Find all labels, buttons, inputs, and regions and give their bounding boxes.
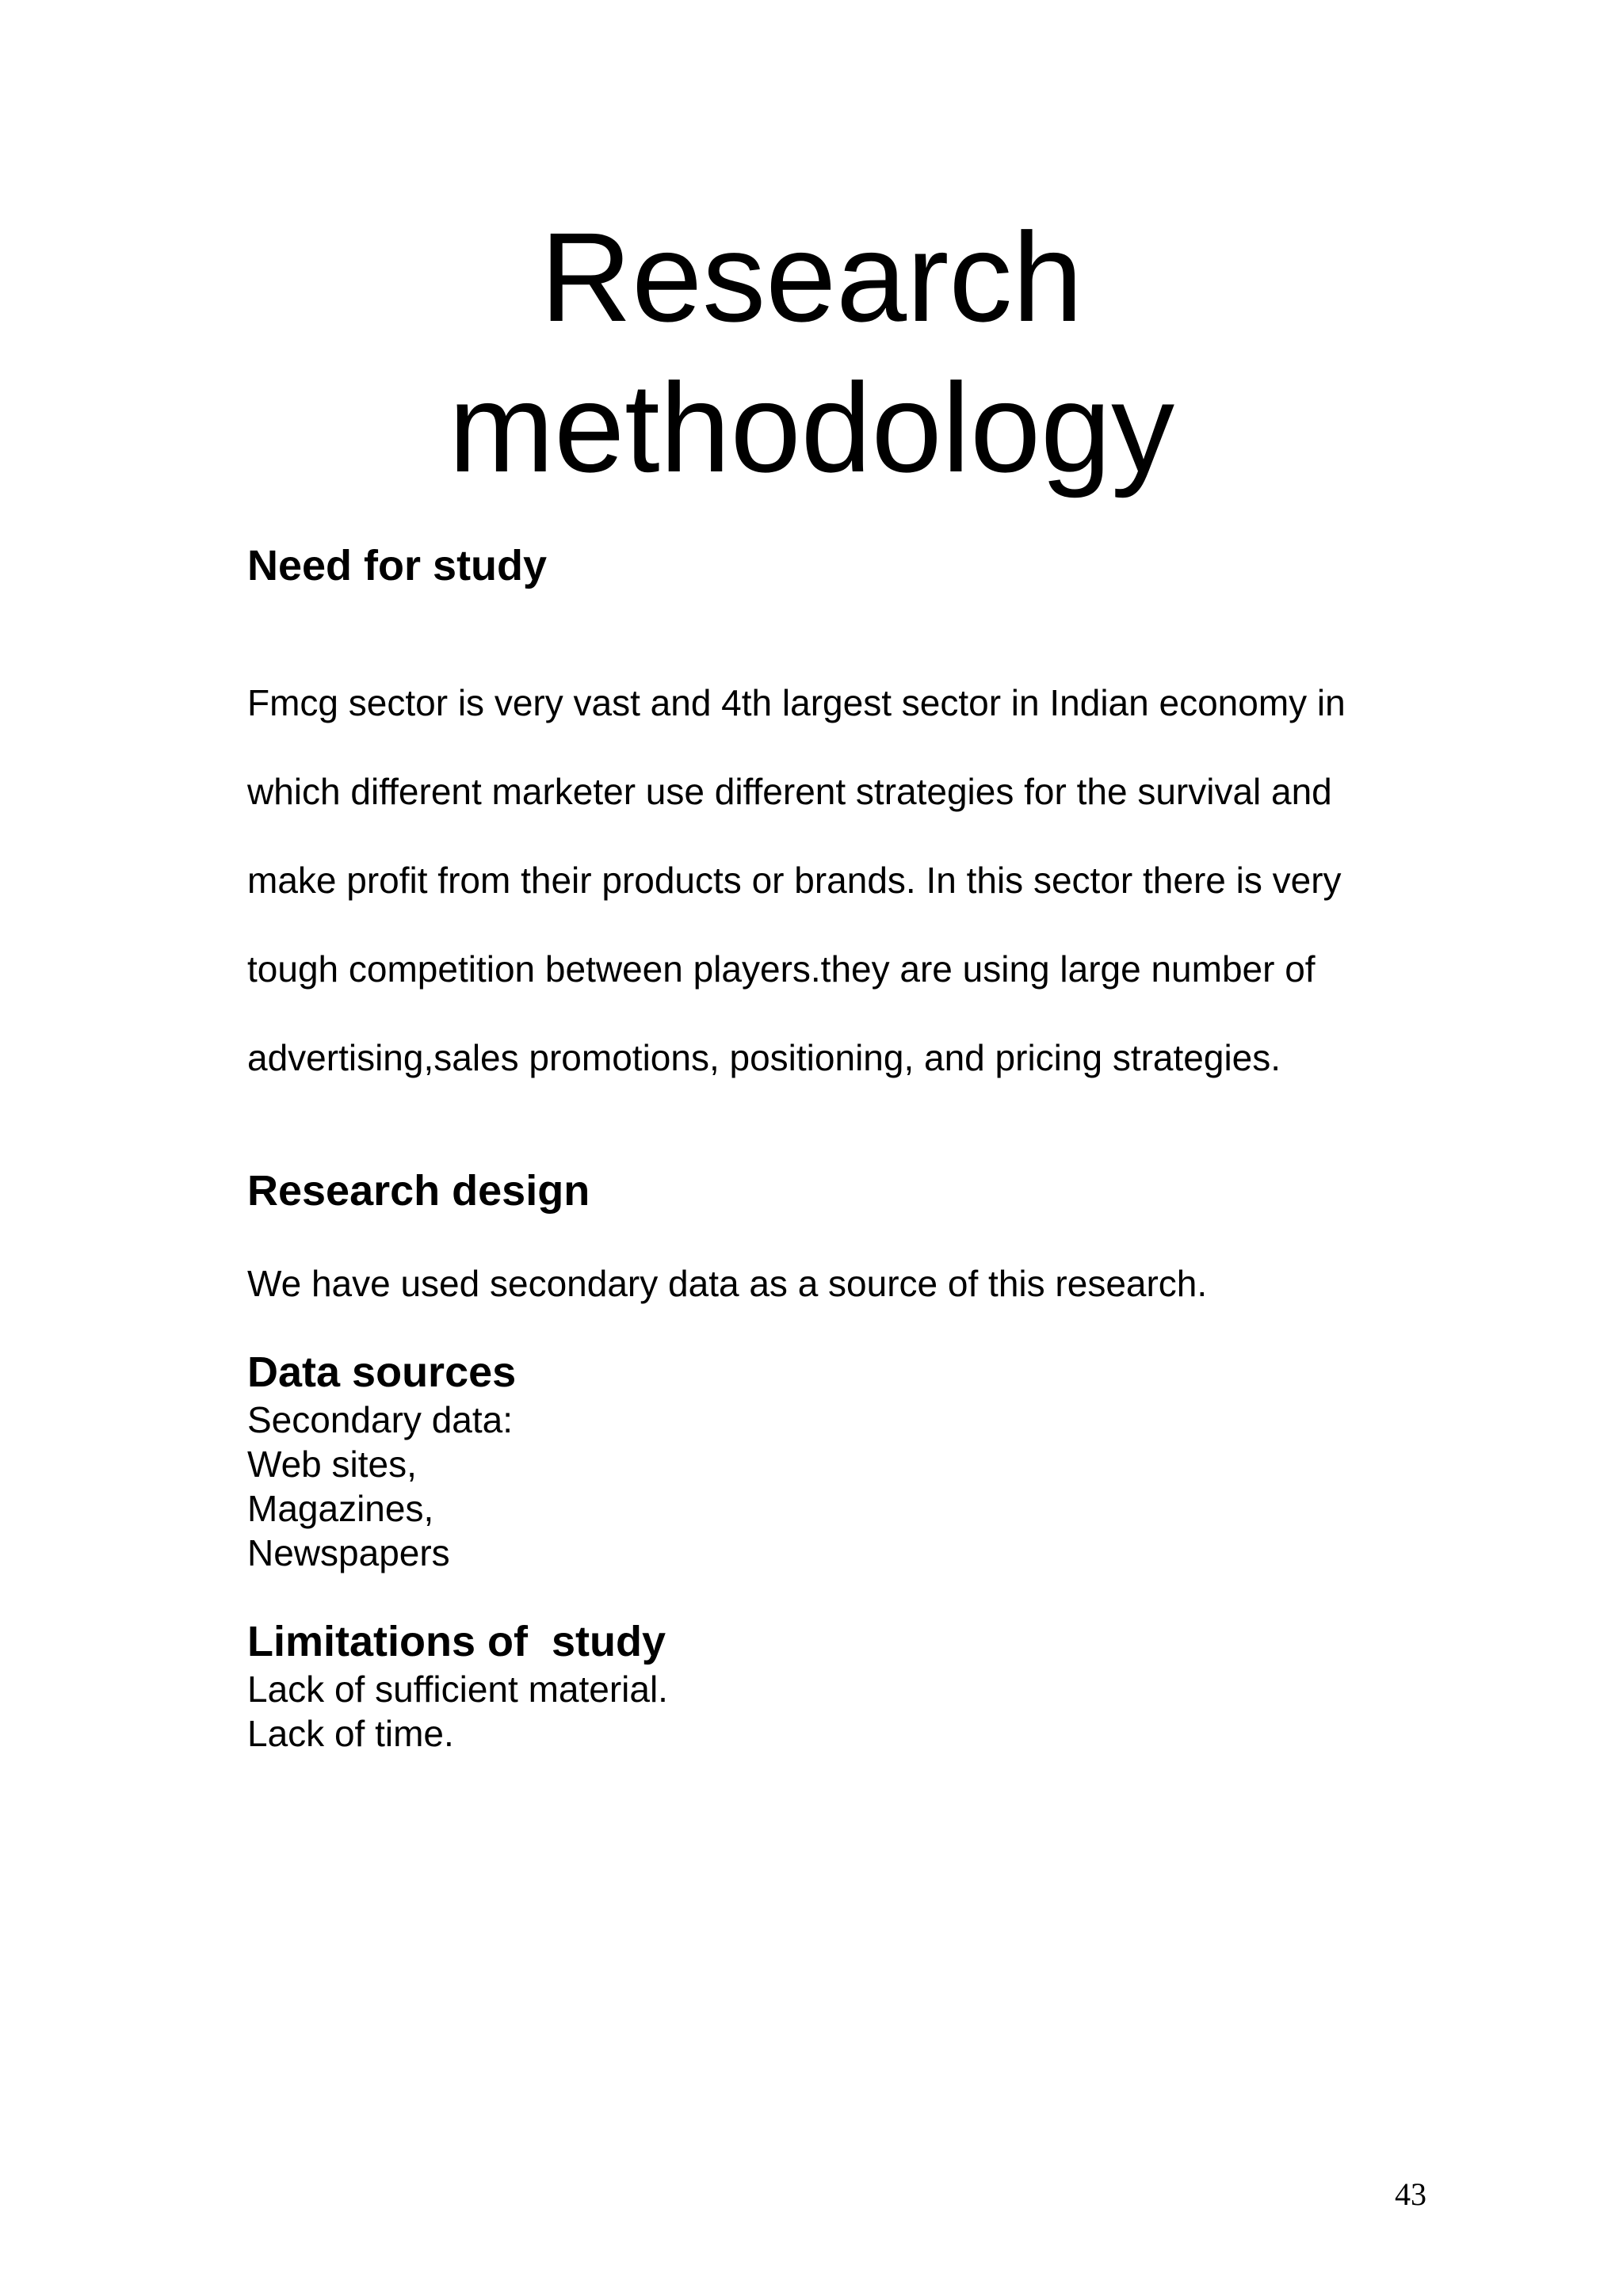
section-heading-data-sources: Data sources — [247, 1348, 517, 1396]
paragraph-line: Fmcg sector is very vast and 4th largest sector in Indian economy in — [247, 682, 1346, 723]
section-heading-need-for-study: Need for study — [247, 542, 548, 589]
list-item: Web sites, — [247, 1444, 417, 1485]
page-number: 43 — [1395, 2176, 1426, 2212]
document-body — [247, 540, 1420, 1756]
paragraph-line: tough competition between players.they are using large number of — [247, 948, 1316, 990]
page-title-line-2: methodology — [448, 357, 1175, 498]
page-title-line-1: Research — [540, 206, 1083, 348]
paragraph-line: make profit from their products or brands. In this sector there is very — [247, 860, 1342, 901]
section-limitations — [247, 1616, 1420, 1756]
list-item: Newspapers — [247, 1532, 450, 1573]
paragraph-line: advertising,sales promotions, positioning, and pricing strategies. — [247, 1037, 1281, 1078]
list-item: Magazines, — [247, 1488, 434, 1529]
list-item: Lack of time. — [247, 1713, 454, 1754]
section-need-for-study — [247, 540, 1420, 1124]
section-heading-research-design: Research design — [247, 1167, 590, 1215]
section-heading-limitations: Limitations of study — [247, 1618, 666, 1665]
data-sources-list — [247, 1398, 1420, 1575]
list-item: Lack of sufficient material. — [247, 1669, 668, 1710]
research-design-paragraph: We have used secondary data as a source of this research. — [247, 1263, 1208, 1304]
need-for-study-paragraph — [247, 636, 1420, 1124]
paragraph-line: which different marketer use different strategies for the survival and — [247, 771, 1332, 812]
limitations-list — [247, 1667, 1420, 1756]
list-item: Secondary data: — [247, 1399, 514, 1440]
section-research-design — [247, 1165, 1420, 1306]
section-data-sources — [247, 1347, 1420, 1575]
